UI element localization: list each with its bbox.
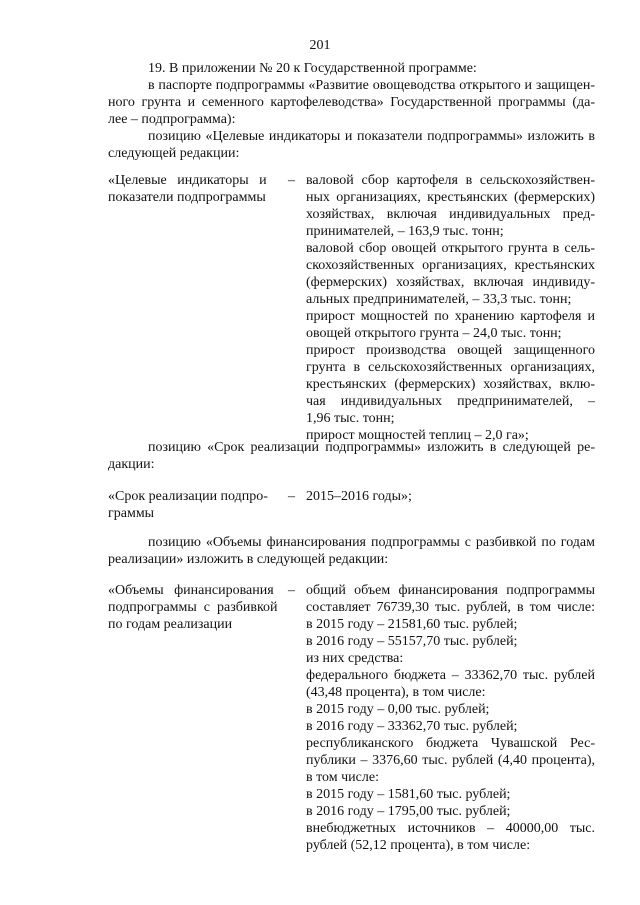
value-line: общий объем финансирования подпрограммы: [306, 583, 595, 598]
page-number: 201: [309, 38, 331, 53]
indicators-values: [306, 172, 595, 444]
position-instruction-line: позицию «Целевые индикаторы и показатели подпрограммы» изложить в: [148, 129, 595, 144]
funding-block: [108, 582, 595, 857]
position-instruction-line: позицию «Срок реализации подпрограммы» изложить в следующей ре-: [148, 440, 595, 455]
label-line: подпрограммы с разбивкой: [108, 600, 278, 615]
value-line: федерального бюджета – 33362,70 тыс. рублей: [306, 668, 595, 683]
value-line: скохозяйственных организациях, крестьянских: [306, 258, 595, 273]
value-line: хозяйствах, включая индивидуальных пред-: [306, 207, 595, 222]
value-line: в 2015 году – 0,00 тыс. рублей;: [306, 702, 490, 717]
position-instruction-line: реализации» изложить в следующей редакции:: [108, 552, 389, 567]
value-line: в 2016 году – 33362,70 тыс. рублей;: [306, 719, 518, 734]
value-line: овощей открытого грунта – 24,0 тыс. тонн;: [306, 326, 562, 341]
label-line: показатели подпрограммы: [108, 190, 266, 205]
value-line: прирост мощностей по хранению картофеля и: [306, 309, 595, 324]
indicators-label: [108, 172, 288, 206]
value-line: республиканского бюджета Чувашской Рес-: [306, 736, 595, 751]
value-line: внебюджетных источников – 40000,00 тыс.: [306, 821, 595, 836]
intro-passport-line: лее – подпрограмма):: [108, 112, 236, 127]
label-line: «Объемы финансирования: [108, 583, 274, 598]
value-line: альных предпринимателей, – 33,3 тыс. тонн;: [306, 292, 572, 307]
value-line: чая индивидуальных предпринимателей, –: [306, 394, 595, 409]
value-line: в 2015 году – 1581,60 тыс. рублей;: [306, 787, 511, 802]
position-instruction: [108, 534, 595, 568]
label-line: граммы: [108, 506, 155, 521]
position-instruction-line: дакции:: [108, 457, 155, 472]
value-line: валовой сбор картофеля в сельскохозяйствен-: [306, 173, 595, 188]
value-line: рублей (52,12 процента), в том числе:: [306, 838, 531, 853]
value-line: составляет 76739,30 тыс. рублей, в том числе:: [306, 600, 595, 615]
value-line: из них средства:: [306, 651, 404, 666]
funding-label: [108, 582, 288, 633]
value-line: ных организациях, крестьянских (фермерских): [306, 190, 595, 205]
position-instruction-line: следующей редакции:: [108, 146, 240, 161]
indicators-dash: –: [288, 173, 295, 188]
term-block: [108, 488, 595, 524]
intro-item-line: 19. В приложении № 20 к Государственной программе:: [148, 61, 477, 76]
value-line: крестьянских (фермерских) хозяйствах, вклю-: [306, 377, 595, 392]
value-line: прирост мощностей теплиц – 2,0 га»;: [306, 428, 529, 443]
value-line: публики – 3376,60 тыс. рублей (4,40 процента),: [306, 753, 595, 768]
term-label: [108, 488, 286, 522]
funding-dash: –: [288, 583, 295, 598]
value-line: принимателей, – 163,9 тыс. тонн;: [306, 224, 504, 239]
label-line: «Срок реализации подпро-: [108, 489, 268, 504]
value-line: (фермерских) хозяйствах, включая индивиду-: [306, 275, 595, 290]
value-line: в 2016 году – 55157,70 тыс. рублей;: [306, 634, 518, 649]
value-line: (43,48 процента), в том числе:: [306, 685, 486, 700]
value-line: 1,96 тыс. тонн;: [306, 411, 395, 426]
value-line: в том числе:: [306, 770, 379, 785]
label-line: по годам реализации: [108, 617, 233, 632]
value-line: прирост производства овощей защищенного: [306, 343, 595, 358]
value-line: в 2016 году – 1795,00 тыс. рублей;: [306, 804, 511, 819]
value-line: валовой сбор овощей открытого грунта в сель-: [306, 241, 595, 256]
position-instruction: [108, 439, 595, 473]
indicators-block: [108, 172, 595, 447]
term-dash: –: [288, 489, 295, 504]
position-instruction-line: позицию «Объемы финансирования подпрограммы с разбивкой по годам: [148, 535, 595, 550]
label-line: «Целевые индикаторы и: [108, 173, 267, 188]
intro-passport-line: в паспорте подпрограммы «Развитие овощеводства открытого и защищен-: [148, 78, 595, 93]
intro-passport-line: ного грунта и семенного картофелеводства» Государственной программы (да-: [108, 95, 595, 110]
value-line: грунта в сельскохозяйственных организациях,: [306, 360, 595, 375]
value-line: в 2015 году – 21581,60 тыс. рублей;: [306, 617, 518, 632]
term-value: 2015–2016 годы»;: [306, 489, 412, 504]
funding-values: [306, 582, 595, 854]
intro-paragraph: [108, 60, 595, 162]
